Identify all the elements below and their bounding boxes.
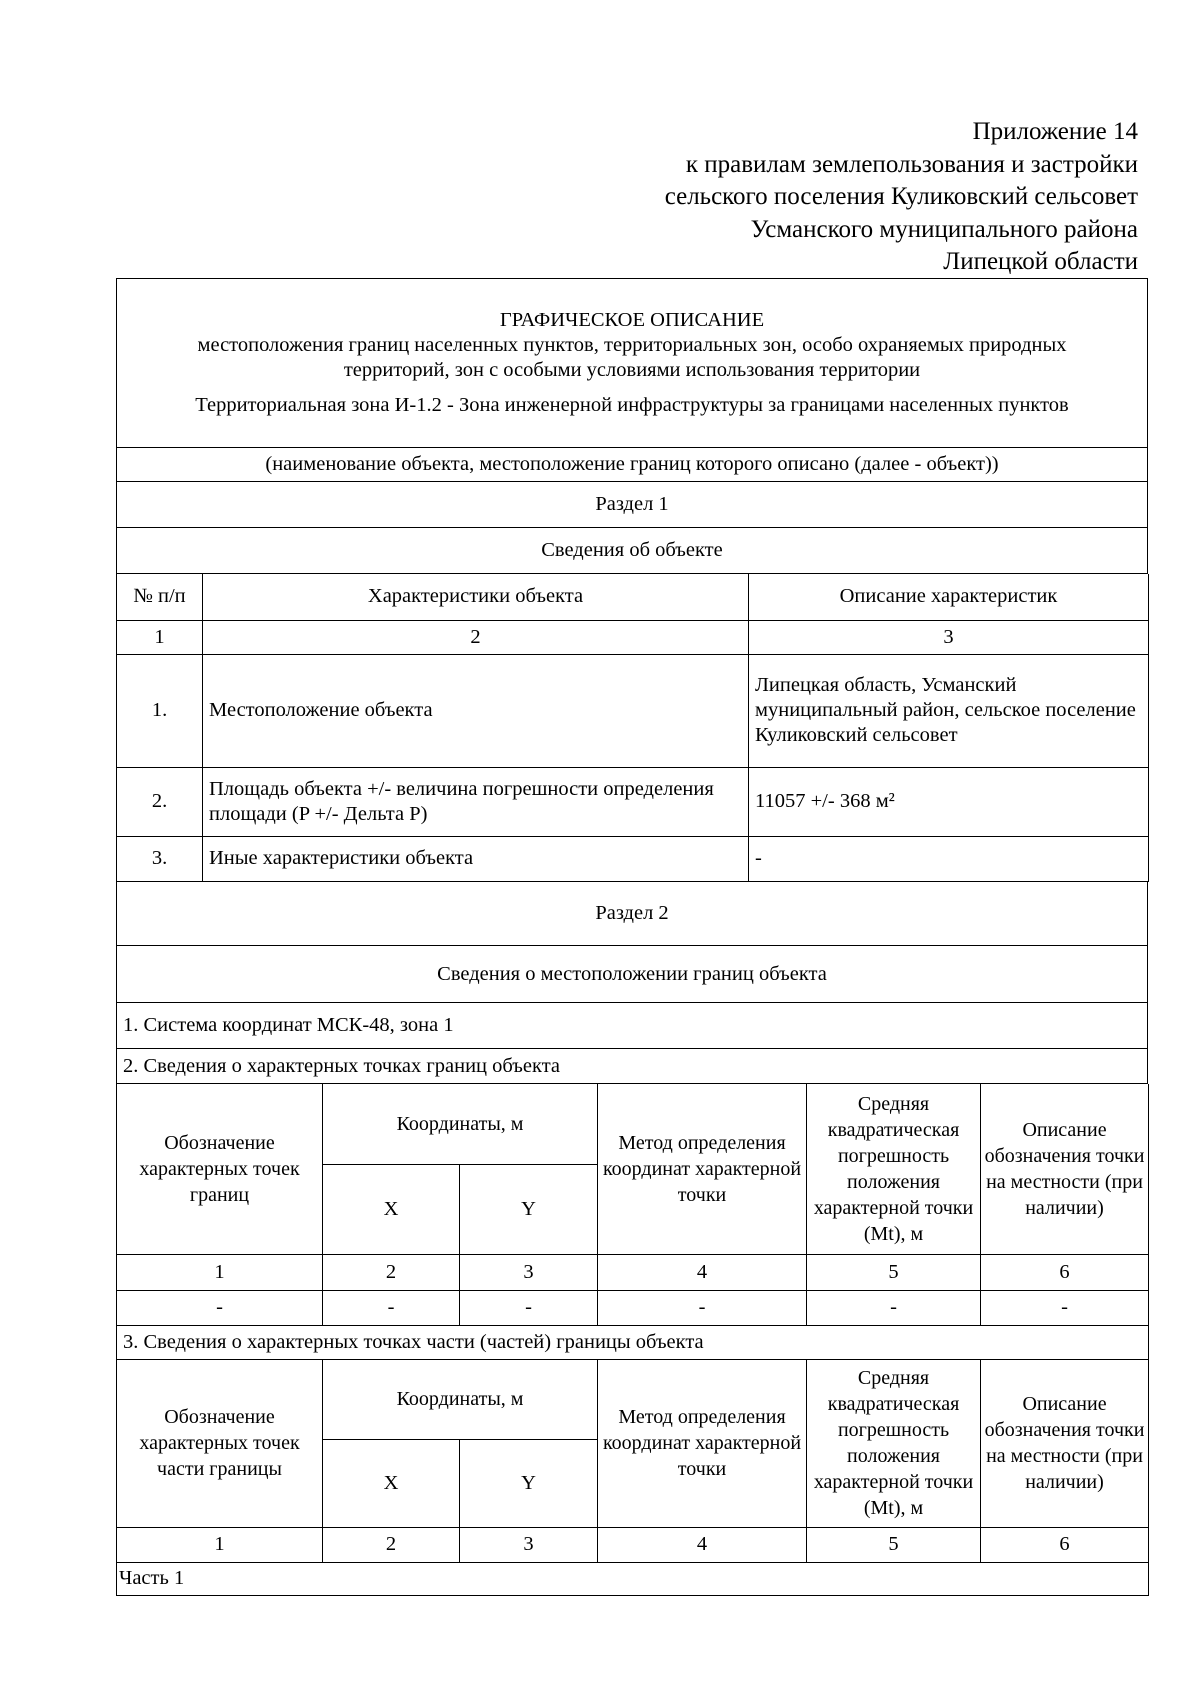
part-label: Часть 1 bbox=[117, 1562, 1149, 1595]
col-number: 2 bbox=[203, 620, 749, 654]
col-number: 2 bbox=[323, 1254, 460, 1290]
header-line: Приложение 14 bbox=[972, 118, 1138, 145]
section2-subtitle: Сведения о местоположении границ объекта bbox=[117, 946, 1148, 1003]
col-number: 4 bbox=[598, 1527, 807, 1562]
row-name: Площадь объекта +/- величина погрешности определения площади (P +/- Дельта P) bbox=[203, 767, 749, 836]
row-value: - bbox=[749, 836, 1149, 881]
doc-title: ГРАФИЧЕСКОЕ ОПИСАНИЕ bbox=[499, 309, 765, 331]
col-number: 5 bbox=[807, 1254, 981, 1290]
col-designation: Обозначение характерных точек части границы bbox=[117, 1359, 323, 1527]
section1-subtitle: Сведения об объекте bbox=[117, 528, 1148, 574]
col-y: Y bbox=[460, 1439, 598, 1527]
col-number: 1 bbox=[117, 620, 203, 654]
object-info-table bbox=[116, 574, 1149, 882]
points-table bbox=[116, 1084, 1149, 1596]
cell: - bbox=[598, 1290, 807, 1325]
col-description: Описание обозначения точки на местности (при наличии) bbox=[981, 1084, 1149, 1254]
table-row bbox=[117, 654, 1149, 767]
table-row bbox=[117, 836, 1149, 881]
row-value: Липецкая область, Усманский муниципальный район, сельское поселение Куликовский сельсовет bbox=[749, 654, 1149, 767]
cell: - bbox=[981, 1290, 1149, 1325]
header-line: к правилам землепользования и застройки bbox=[685, 150, 1138, 178]
col-number: 5 bbox=[807, 1527, 981, 1562]
doc-subtitle: местоположения границ населенных пунктов, территориальных зон, особо охраняемых природных территорий, зон с особыми условиями использования территории bbox=[197, 334, 1067, 381]
col-number: 3 bbox=[460, 1254, 598, 1290]
col-number: 2 bbox=[323, 1527, 460, 1562]
col-x: X bbox=[323, 1164, 460, 1254]
col-number: 3 bbox=[460, 1527, 598, 1562]
table-row bbox=[117, 1290, 1149, 1325]
col-y: Y bbox=[460, 1164, 598, 1254]
header-line: Липецкой области bbox=[943, 248, 1138, 275]
cell: - bbox=[323, 1290, 460, 1325]
row-name: Местоположение объекта bbox=[203, 654, 749, 767]
header-line: Усманского муниципального района bbox=[750, 215, 1138, 243]
col-number: 1 bbox=[117, 1254, 323, 1290]
row-name: Иные характеристики объекта bbox=[203, 836, 749, 881]
object-caption: (наименование объекта, местоположение границ которого описано (далее - объект)) bbox=[117, 448, 1148, 482]
col-error: Средняя квадратическая погрешность положения характерной точки (Mt), м bbox=[807, 1084, 981, 1254]
col-description: Описание обозначения точки на местности (при наличии) bbox=[981, 1359, 1149, 1527]
cell: - bbox=[117, 1290, 323, 1325]
coord-system: 1. Система координат МСК-48, зона 1 bbox=[117, 1003, 1148, 1049]
graphic-description-form bbox=[116, 278, 1148, 1596]
section1-title: Раздел 1 bbox=[117, 482, 1148, 528]
row-number: 1. bbox=[117, 654, 203, 767]
col-number: 3 bbox=[749, 620, 1149, 654]
points-title: 2. Сведения о характерных точках границ объекта bbox=[117, 1049, 1148, 1084]
row-value: 11057 +/- 368 м² bbox=[749, 767, 1149, 836]
col-number: 6 bbox=[981, 1254, 1149, 1290]
col-header: Характеристики объекта bbox=[203, 574, 749, 620]
cell: - bbox=[807, 1290, 981, 1325]
title-table bbox=[116, 278, 1148, 574]
parts-title: 3. Сведения о характерных точках части (частей) границы объекта bbox=[117, 1325, 1149, 1359]
col-method: Метод определения координат характерной точки bbox=[598, 1084, 807, 1254]
table-row bbox=[117, 767, 1149, 836]
col-coords: Координаты, м bbox=[323, 1359, 598, 1439]
col-x: X bbox=[323, 1439, 460, 1527]
appendix-header bbox=[665, 116, 1138, 279]
col-header: Описание характеристик bbox=[749, 574, 1149, 620]
col-method: Метод определения координат характерной точки bbox=[598, 1359, 807, 1527]
col-coords: Координаты, м bbox=[323, 1084, 598, 1164]
col-number: 4 bbox=[598, 1254, 807, 1290]
zone-name: Территориальная зона И-1.2 - Зона инженерной инфраструктуры за границами населенных пунктов bbox=[195, 394, 1069, 416]
col-error: Средняя квадратическая погрешность положения характерной точки (Mt), м bbox=[807, 1359, 981, 1527]
row-number: 3. bbox=[117, 836, 203, 881]
col-header: № п/п bbox=[117, 574, 203, 620]
section2-header-table bbox=[116, 882, 1148, 1085]
col-designation: Обозначение характерных точек границ bbox=[117, 1084, 323, 1254]
col-number: 1 bbox=[117, 1527, 323, 1562]
section2-title: Раздел 2 bbox=[117, 882, 1148, 946]
col-number: 6 bbox=[981, 1527, 1149, 1562]
row-number: 2. bbox=[117, 767, 203, 836]
cell: - bbox=[460, 1290, 598, 1325]
header-line: сельского поселения Куликовский сельсовет bbox=[664, 183, 1138, 210]
